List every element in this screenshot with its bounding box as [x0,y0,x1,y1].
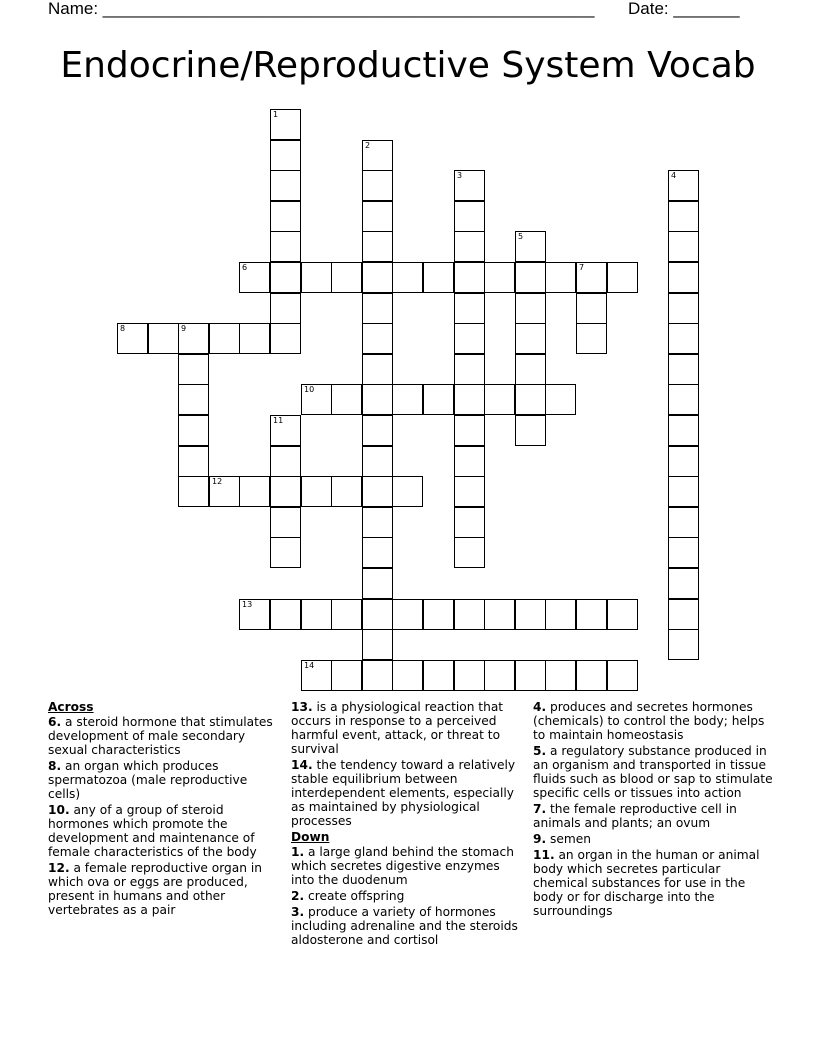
crossword-cell[interactable] [270,415,301,446]
crossword-cell[interactable] [668,323,699,354]
crossword-cell[interactable] [209,476,240,507]
crossword-cell[interactable] [454,170,485,201]
clue-number: 3 [457,171,463,180]
crossword-cell[interactable] [331,599,362,630]
across-heading: Across [48,700,94,714]
crossword-cell[interactable] [301,384,332,415]
crossword-cell[interactable] [270,446,301,477]
clue-down-4: 4. produces and secretes hormones (chemicals) to control the body; helps to maintain homeostasis [533,700,765,742]
crossword-cell[interactable] [392,384,423,415]
crossword-cell[interactable] [270,323,301,354]
crossword-cell[interactable] [270,109,301,140]
clue-down-9: 9. semen [533,832,591,846]
crossword-cell[interactable] [362,262,393,293]
name-line[interactable]: Name: ____________________________________________________ [48,0,595,18]
crossword-cell[interactable] [576,599,607,630]
crossword-cell[interactable] [178,476,209,507]
crossword-cell[interactable] [301,262,332,293]
crossword-cell[interactable] [668,507,699,538]
crossword-cell[interactable] [668,262,699,293]
clue-number: 1 [273,110,279,119]
crossword-cell[interactable] [239,262,270,293]
crossword-cell[interactable] [423,384,454,415]
crossword-cell[interactable] [454,599,485,630]
crossword-cell[interactable] [454,354,485,385]
crossword-cell[interactable] [239,323,270,354]
crossword-cell[interactable] [362,354,393,385]
clue-number: 10 [304,385,315,394]
crossword-cell[interactable] [392,262,423,293]
crossword-cell[interactable] [362,476,393,507]
crossword-cell[interactable] [668,384,699,415]
crossword-cell[interactable] [668,231,699,262]
crossword-cell[interactable] [454,201,485,232]
crossword-cell[interactable] [392,476,423,507]
crossword-cell[interactable] [668,170,699,201]
crossword-cell[interactable] [209,323,240,354]
clue-column-3 [533,700,773,920]
crossword-cell[interactable] [178,354,209,385]
crossword-cell[interactable] [362,415,393,446]
crossword-cell[interactable] [117,323,148,354]
clue-down-5: 5. a regulatory substance produced in an organism and transported in tissue fluids such as blood or sap to stimulate specific cells or tissues into action [533,744,773,800]
crossword-cell[interactable] [331,660,362,691]
crossword-cell[interactable] [576,660,607,691]
crossword-cell[interactable] [515,660,546,691]
crossword-cell[interactable] [270,476,301,507]
clue-number: 13 [242,600,253,609]
crossword-cell[interactable] [423,660,454,691]
clue-number: 14 [304,661,315,670]
crossword-cell[interactable] [484,384,515,415]
crossword-cell[interactable] [239,476,270,507]
crossword-cell[interactable] [362,231,393,262]
crossword-cell[interactable] [576,262,607,293]
crossword-cell[interactable] [178,415,209,446]
crossword-cell[interactable] [454,262,485,293]
crossword-cell[interactable] [668,476,699,507]
crossword-cell[interactable] [301,660,332,691]
crossword-cell[interactable] [545,384,576,415]
crossword-cell[interactable] [545,262,576,293]
crossword-cell[interactable] [270,262,301,293]
clue-down-3: 3. produce a variety of hormones including adrenaline and the steroids aldosterone and cortisol [291,905,518,947]
clue-number: 9 [181,324,187,333]
clue-across-12: 12. a female reproductive organ in which ova or eggs are produced, present in humans and other vertebrates as a pair [48,861,262,917]
crossword-cell[interactable] [270,231,301,262]
crossword-cell[interactable] [178,323,209,354]
clue-number: 11 [273,416,284,425]
crossword-cell[interactable] [607,262,638,293]
crossword-cell[interactable] [148,323,179,354]
crossword-cell[interactable] [178,384,209,415]
clue-across-8: 8. an organ which produces spermatozoa (male reproductive cells) [48,759,248,801]
crossword-cell[interactable] [484,660,515,691]
crossword-cell[interactable] [178,446,209,477]
crossword-cell[interactable] [362,660,393,691]
crossword-cell[interactable] [331,262,362,293]
crossword-cell[interactable] [301,599,332,630]
crossword-cell[interactable] [668,293,699,324]
crossword-cell[interactable] [423,262,454,293]
crossword-cell[interactable] [484,599,515,630]
clue-number: 4 [671,171,677,180]
clue-down-1: 1. a large gland behind the stomach which secretes digestive enzymes into the duodenum [291,845,514,887]
clue-across-6: 6. a steroid hormone that stimulates development of male secondary sexual characteristics [48,715,273,757]
crossword-cell[interactable] [454,446,485,477]
clue-number: 8 [120,324,126,333]
crossword-cell[interactable] [423,599,454,630]
crossword-cell[interactable] [270,599,301,630]
crossword-cell[interactable] [515,415,546,446]
clue-across-13: 13. is a physiological reaction that occurs in response to a perceived harmful event, attack, or threat to survival [291,700,504,756]
crossword-cell[interactable] [607,660,638,691]
crossword-cell[interactable] [362,201,393,232]
crossword-cell[interactable] [301,476,332,507]
crossword-cell[interactable] [270,537,301,568]
crossword-cell[interactable] [607,599,638,630]
crossword-cell[interactable] [454,323,485,354]
crossword-cell[interactable] [270,201,301,232]
crossword-cell[interactable] [362,293,393,324]
crossword-cell[interactable] [392,599,423,630]
clue-down-7: 7. the female reproductive cell in animals and plants; an ovum [533,802,737,830]
clue-column-2 [291,700,523,949]
crossword-cell[interactable] [331,476,362,507]
crossword-cell[interactable] [362,599,393,630]
crossword-cell[interactable] [515,354,546,385]
crossword-cell[interactable] [362,140,393,171]
crossword-cell[interactable] [239,599,270,630]
clue-across-10: 10. any of a group of steroid hormones which promote the development and maintenance of female characteristics of the body [48,803,257,859]
crossword-cell[interactable] [545,599,576,630]
crossword-cell[interactable] [668,629,699,660]
crossword-cell[interactable] [362,446,393,477]
crossword-cell[interactable] [668,537,699,568]
crossword-cell[interactable] [270,507,301,538]
crossword-cell[interactable] [454,507,485,538]
crossword-cell[interactable] [362,170,393,201]
crossword-cell[interactable] [515,323,546,354]
clue-number: 7 [579,263,585,272]
crossword-cell[interactable] [515,262,546,293]
crossword-cell[interactable] [454,476,485,507]
date-line[interactable]: Date: _______ [628,0,740,18]
crossword-cell[interactable] [454,231,485,262]
crossword-cell[interactable] [515,293,546,324]
crossword-cell[interactable] [668,446,699,477]
crossword-cell[interactable] [454,415,485,446]
clue-number: 6 [242,263,248,272]
crossword-cell[interactable] [668,354,699,385]
crossword-cell[interactable] [392,660,423,691]
crossword-cell[interactable] [362,384,393,415]
clue-down-2: 2. create offspring [291,889,405,903]
clue-number: 2 [365,141,371,150]
down-heading: Down [291,830,330,844]
crossword-cell[interactable] [362,537,393,568]
crossword-cell[interactable] [545,660,576,691]
crossword-cell[interactable] [270,293,301,324]
crossword-cell[interactable] [454,660,485,691]
crossword-cell[interactable] [331,384,362,415]
crossword-cell[interactable] [362,629,393,660]
crossword-cell[interactable] [576,323,607,354]
clue-number: 5 [518,232,524,241]
crossword-cell[interactable] [668,568,699,599]
page-title: Endocrine/Reproductive System Vocab [60,45,756,86]
crossword-cell[interactable] [668,599,699,630]
crossword-cell[interactable] [515,599,546,630]
crossword-cell[interactable] [270,140,301,171]
crossword-cell[interactable] [454,384,485,415]
crossword-cell[interactable] [515,384,546,415]
crossword-cell[interactable] [362,323,393,354]
crossword-cell[interactable] [270,170,301,201]
clue-number: 12 [212,477,223,486]
crossword-cell[interactable] [668,201,699,232]
crossword-cell[interactable] [362,507,393,538]
crossword-cell[interactable] [484,262,515,293]
clue-across-14: 14. the tendency toward a relatively stable equilibrium between interdependent elements, especially as maintained by physiological processes [291,758,516,828]
crossword-cell[interactable] [668,415,699,446]
crossword-cell[interactable] [362,568,393,599]
clue-down-11: 11. an organ in the human or animal body which secretes particular chemical substances for use in the body or for discharge into the surroundings [533,848,760,918]
crossword-cell[interactable] [454,293,485,324]
clue-column-1 [48,700,276,919]
crossword-cell[interactable] [576,293,607,324]
crossword-cell[interactable] [454,537,485,568]
crossword-cell[interactable] [515,231,546,262]
